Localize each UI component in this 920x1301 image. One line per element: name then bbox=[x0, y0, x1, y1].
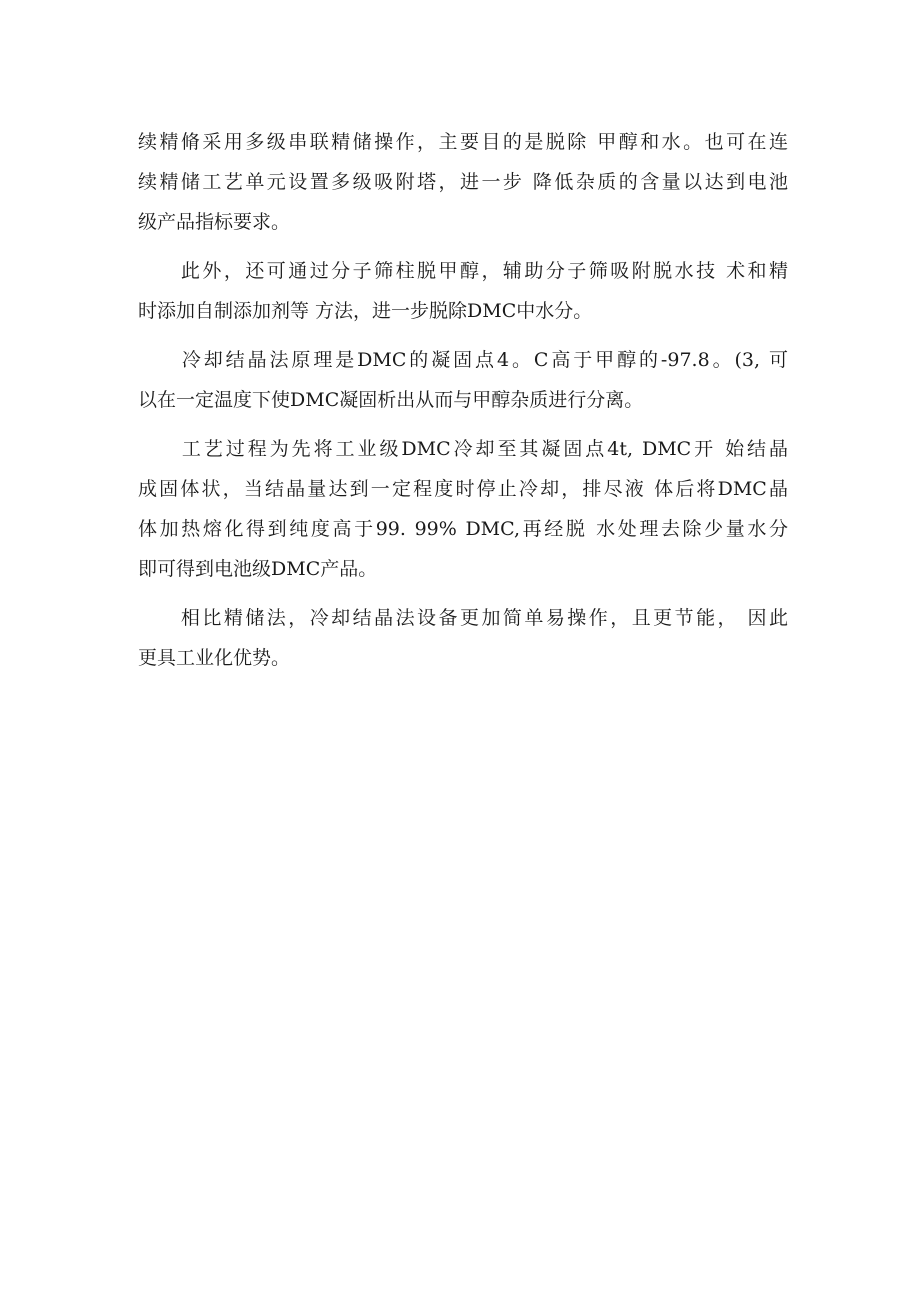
paragraph-4 bbox=[138, 429, 788, 589]
text-line: 续精脩采用多级串联精储操作，主要目的是脱除 甲醇和水。也可在连 bbox=[138, 131, 788, 153]
document-body bbox=[138, 122, 788, 687]
text-line: 续精储工艺单元设置多级吸附塔，进一步 降低杂质的含量以达到电池 bbox=[138, 171, 788, 193]
text-line: 成固体状，当结晶量达到一定程度时停止冷却，排尽液 体后将DMC晶 bbox=[138, 478, 788, 500]
text-line: 级产品指标要求。 bbox=[138, 211, 291, 233]
text-line: 体加热熔化得到纯度高于99. 99% DMC,再经脱 水处理去除少量水分 bbox=[138, 518, 788, 540]
paragraph-5 bbox=[138, 598, 788, 678]
text-line: 更具工业化优势。 bbox=[138, 647, 291, 669]
text-line: 工艺过程为先将工业级DMC冷却至其凝固点4t, DMC开 始结晶 bbox=[138, 438, 788, 460]
text-line: 此外，还可通过分子筛柱脱甲醇，辅助分子筛吸附脱水技 术和精 bbox=[138, 260, 788, 282]
text-line: 以在一定温度下使DMC凝固析出从而与甲醇杂质进行分离。 bbox=[138, 389, 644, 411]
paragraph-3 bbox=[138, 340, 788, 420]
text-line: 即可得到电池级DMC产品。 bbox=[138, 558, 378, 580]
paragraph-1 bbox=[138, 122, 788, 242]
paragraph-2 bbox=[138, 251, 788, 331]
text-line: 相比精储法，冷却结晶法设备更加简单易操作，且更节能， 因此 bbox=[138, 607, 788, 629]
text-line: 时添加自制添加剂等 方法，进一步脱除DMC中水分。 bbox=[138, 300, 593, 322]
text-line: 冷却结晶法原理是DMC的凝固点4。C高于甲醇的-97.8。(3, 可 bbox=[138, 349, 788, 371]
